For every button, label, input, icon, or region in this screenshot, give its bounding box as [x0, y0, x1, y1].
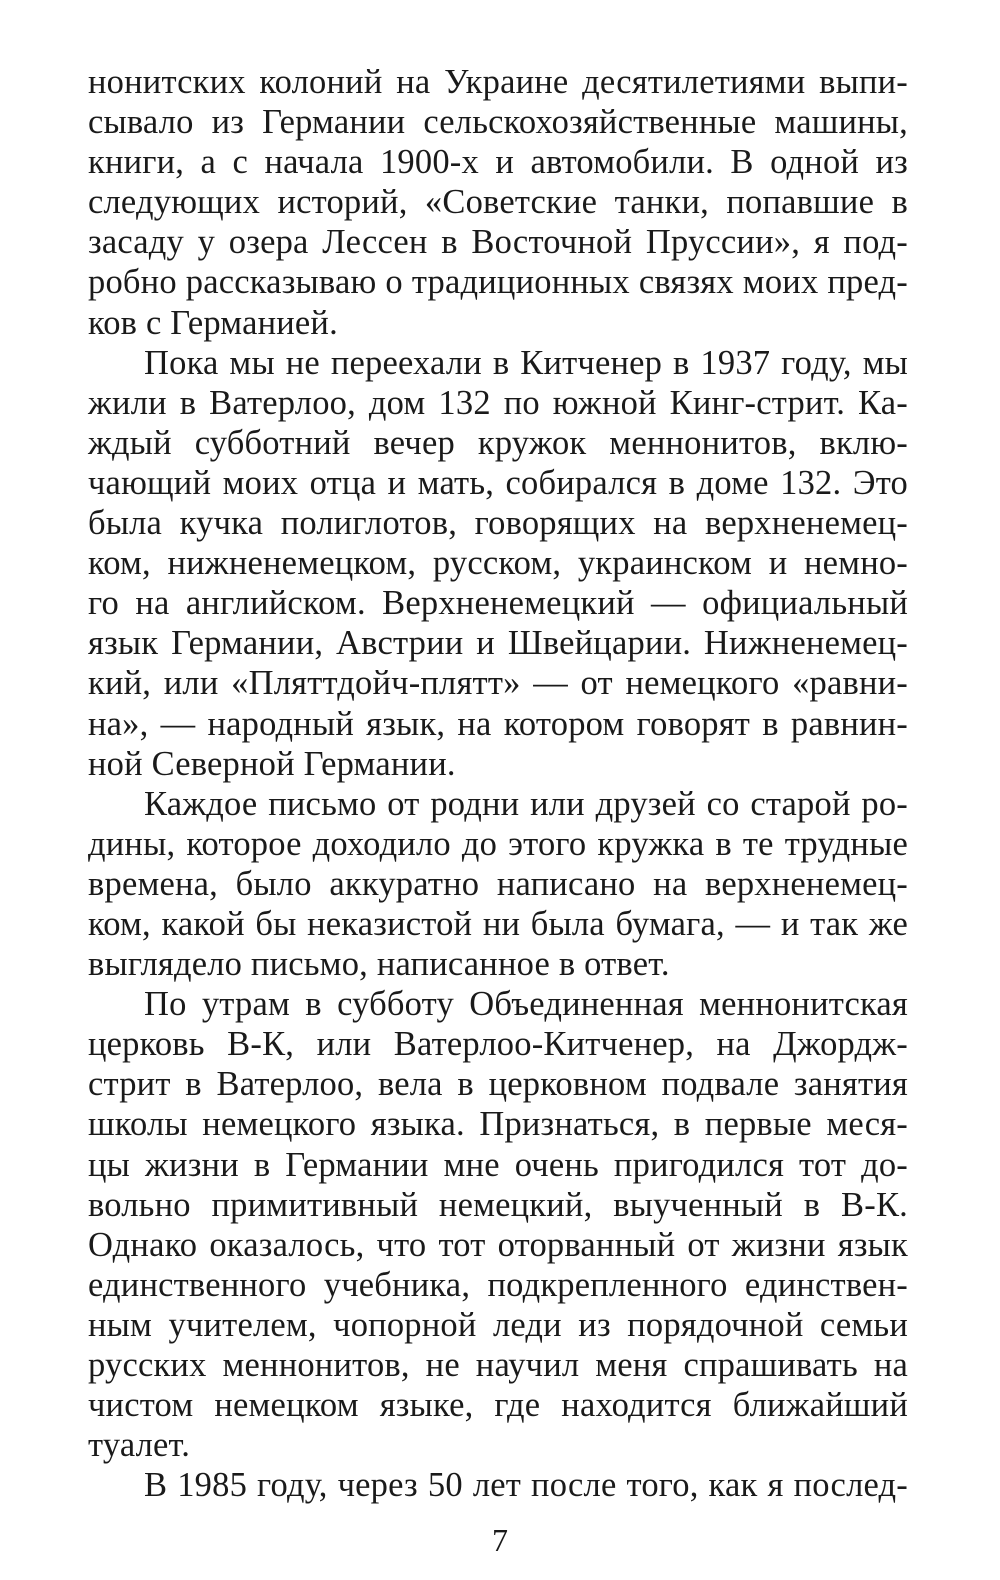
text-line: чающий моих отца и мать, собирался в доме 132. Это: [88, 463, 908, 502]
text-line: жили в Ватерлоо, дом 132 по южной Кинг-стрит. Ка-: [88, 383, 908, 422]
text-line: русских меннонитов, не научил меня спрашивать на: [88, 1346, 908, 1384]
text-line: чистом немецком языке, где находится ближайший: [88, 1386, 908, 1425]
text-line: туалет.: [88, 1426, 191, 1465]
text-line: сывало из Германии сельскохозяйственные машины,: [88, 103, 908, 142]
text-line: Однако оказалось, что тот оторванный от жизни язык: [88, 1225, 908, 1264]
text-line: была кучка полиглотов, говорящих на верхненемец-: [88, 504, 908, 543]
text-line: вольно примитивный немецкий, выученный в В-К.: [88, 1185, 908, 1224]
text-line: го на английском. Верхненемецкий — официальный: [88, 584, 908, 623]
paragraph-start-line: По утрам в субботу Объединенная меннонитская: [144, 985, 908, 1024]
text-line: ждый субботний вечер кружок меннонитов, вклю-: [88, 423, 908, 462]
text-line: засаду у озера Лессен в Восточной Пруссии», я под-: [88, 223, 908, 262]
text-line: времена, было аккуратно написано на верхненемец-: [88, 864, 908, 903]
text-line: нонитских колоний на Украине десятилетиями выпи-: [88, 63, 908, 101]
text-line: стрит в Ватерлоо, вела в церковном подвале занятия: [88, 1065, 908, 1104]
paragraph-start-line: Пока мы не переехали в Китченер в 1937 году, мы: [144, 343, 908, 382]
text-line: школы немецкого языка. Признаться, в первые меся-: [88, 1105, 908, 1144]
text-line: выглядело письмо, написанное в ответ.: [88, 945, 670, 984]
text-line: ной Северной Германии.: [88, 744, 456, 783]
page-number: 7: [492, 1522, 508, 1558]
text-line: кий, или «Пляттдойч-плятт» — от немецкого «равни-: [88, 664, 908, 703]
text-line: церковь В-К, или Ватерлоо-Китченер, на Джордж-: [88, 1025, 908, 1064]
text-line: ком, нижненемецком, русском, украинском и немно-: [88, 544, 908, 583]
text-line: следующих историй, «Советские танки, попавшие в: [88, 183, 908, 222]
text-line: робно рассказываю о традиционных связях моих пред-: [88, 263, 908, 302]
paragraph-start-line: Каждое письмо от родни или друзей со старой ро-: [144, 784, 908, 823]
body-text: [88, 62, 908, 1505]
text-line: цы жизни в Германии мне очень пригодился тот до-: [88, 1145, 908, 1184]
paragraph-start-line: В 1985 году, через 50 лет после того, как я послед-: [144, 1466, 908, 1505]
text-line: язык Германии, Австрии и Швейцарии. Нижненемец-: [88, 624, 908, 663]
text-line: ком, какой бы неказистой ни была бумага, — и так же: [88, 904, 908, 943]
text-line: книги, а с начала 1900-х и автомобили. В одной из: [88, 143, 908, 182]
text-line: ков с Германией.: [88, 303, 338, 342]
text-line: ным учителем, чопорной леди из порядочной семьи: [88, 1305, 908, 1344]
text-line: на», — народный язык, на котором говорят в равнин-: [88, 704, 908, 743]
text-line: дины, которое доходило до этого кружка в те трудные: [88, 824, 908, 863]
text-line: единственного учебника, подкрепленного единствен-: [88, 1265, 908, 1304]
